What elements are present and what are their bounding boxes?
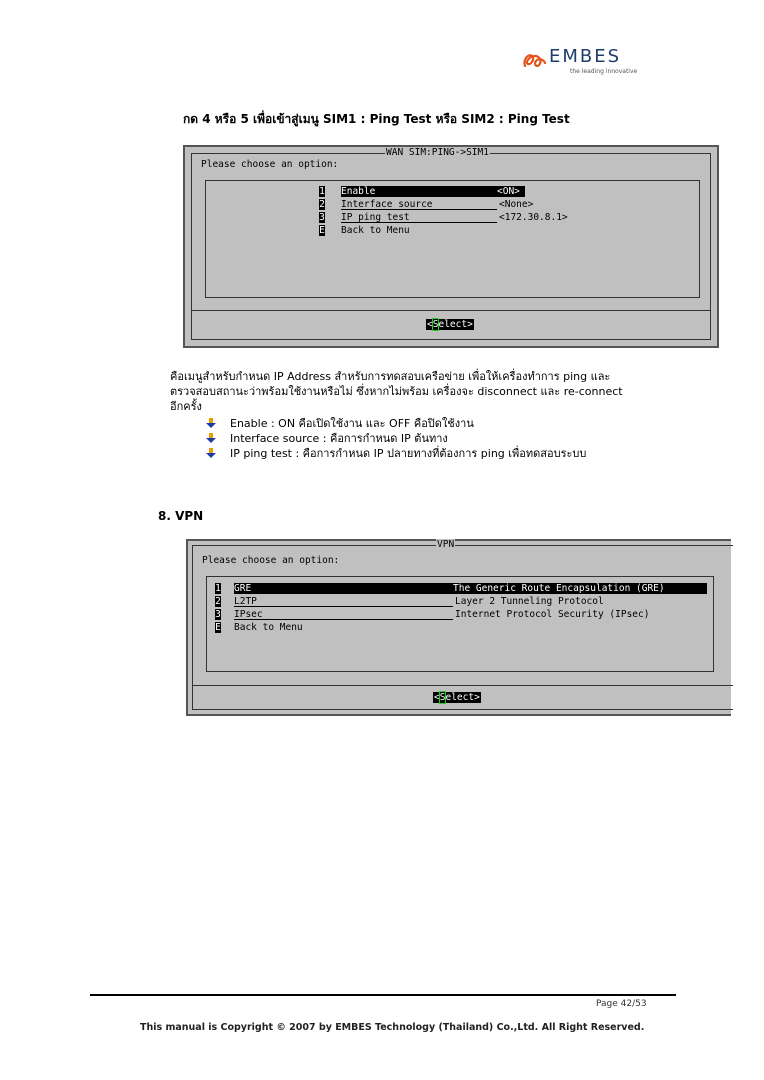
logo-tagline: the leading innovative [570, 68, 638, 75]
menu-key: 3 [319, 212, 325, 223]
menu-label: Back to Menu [341, 225, 410, 236]
menu-item-ipsec[interactable] [215, 609, 707, 622]
menu-key: E [215, 622, 221, 633]
bullet-text: Interface source : คือการกำหนด IP ต้นทาง [230, 432, 448, 445]
select-rest: elect> [445, 692, 480, 703]
description-line-2: ตรวจสอบสถานะว่าพร้อมใช้งานหรือไม่ ซึ่งหากไม่พร้อม เครื่องจะ disconnect และ re-connect [170, 385, 623, 398]
menu-key: 3 [215, 609, 221, 620]
menu-label: L2TP [234, 596, 453, 607]
logo-mark-icon [522, 50, 546, 70]
menu-value: <ON> [497, 186, 525, 197]
menu-key: 1 [215, 583, 221, 594]
section-heading: 8. VPN [158, 509, 204, 523]
embes-logo [522, 46, 638, 78]
select-hotkey: S [439, 692, 446, 703]
terminal-title: VPN [437, 539, 455, 550]
bullet-list [206, 416, 586, 461]
arrow-bullet-icon [206, 433, 216, 443]
bullet-item [206, 431, 586, 446]
menu-key: E [319, 225, 325, 236]
footer-rule [90, 994, 676, 996]
instruction-heading: กด 4 หรือ 5 เพื่อเข้าสู่เมนู SIM1 : Ping Test หรือ SIM2 : Ping Test [183, 112, 570, 126]
terminal-divider [192, 685, 733, 686]
bullet-item [206, 446, 586, 461]
menu-value: Layer 2 Tunneling Protocol [455, 596, 604, 607]
select-button[interactable] [433, 692, 481, 703]
menu-label: IP ping test [341, 212, 497, 223]
menu-key: 2 [215, 596, 221, 607]
menu-item-enable[interactable] [319, 186, 529, 199]
arrow-bullet-icon [206, 418, 216, 428]
menu-item-ip-ping-test[interactable] [319, 212, 589, 225]
description-line-1: คือเมนูสำหรับกำหนด IP Address สำหรับการทดสอบเครือข่าย เพื่อให้เครื่องทำการ ping และ [170, 370, 611, 383]
select-hotkey: S [432, 319, 439, 330]
terminal-title: WAN SIM:PING->SIM1 [386, 147, 489, 158]
menu-label: Back to Menu [234, 622, 303, 633]
terminal-prompt: Please choose an option: [202, 555, 340, 566]
menu-value: Internet Protocol Security (IPsec) [455, 609, 650, 620]
page-number: Page 42/53 [596, 999, 647, 1009]
menu-label: IPsec [234, 609, 453, 620]
select-rest: elect> [438, 319, 473, 330]
menu-key: 1 [319, 186, 325, 197]
menu-value: <None> [499, 199, 534, 210]
bullet-item [206, 416, 586, 431]
menu-label: Enable [341, 186, 497, 197]
bullet-text: Enable : ON คือเปิดใช้งาน และ OFF คือปิดใช้งาน [230, 417, 474, 430]
vpn-terminal [186, 539, 731, 716]
select-button[interactable] [426, 319, 474, 330]
menu-item-interface-source[interactable] [319, 199, 579, 212]
description-line-3: อีกครั้ง [170, 400, 202, 413]
menu-label: Interface source [341, 199, 497, 210]
menu-item-back[interactable] [215, 622, 415, 635]
terminal-prompt: Please choose an option: [201, 159, 339, 170]
terminal-divider [191, 310, 711, 311]
menu-value: The Generic Route Encapsulation (GRE) [453, 583, 707, 594]
logo-brand: EMBES [549, 46, 622, 67]
menu-key: 2 [319, 199, 325, 210]
select-open: < [434, 692, 440, 703]
menu-item-back[interactable] [319, 225, 519, 238]
select-open: < [427, 319, 433, 330]
ping-test-terminal [183, 145, 719, 348]
arrow-bullet-icon [206, 448, 216, 458]
menu-item-gre[interactable] [215, 583, 707, 596]
bullet-text: IP ping test : คือการกำหนด IP ปลายทางที่ต้องการ ping เพื่อทดสอบระบบ [230, 447, 587, 460]
menu-label: GRE [234, 583, 453, 594]
menu-value: <172.30.8.1> [499, 212, 568, 223]
menu-item-l2tp[interactable] [215, 596, 707, 609]
copyright-notice: This manual is Copyright © 2007 by EMBES Technology (Thailand) Co.,Ltd. All Right Reserved. [140, 1022, 645, 1033]
